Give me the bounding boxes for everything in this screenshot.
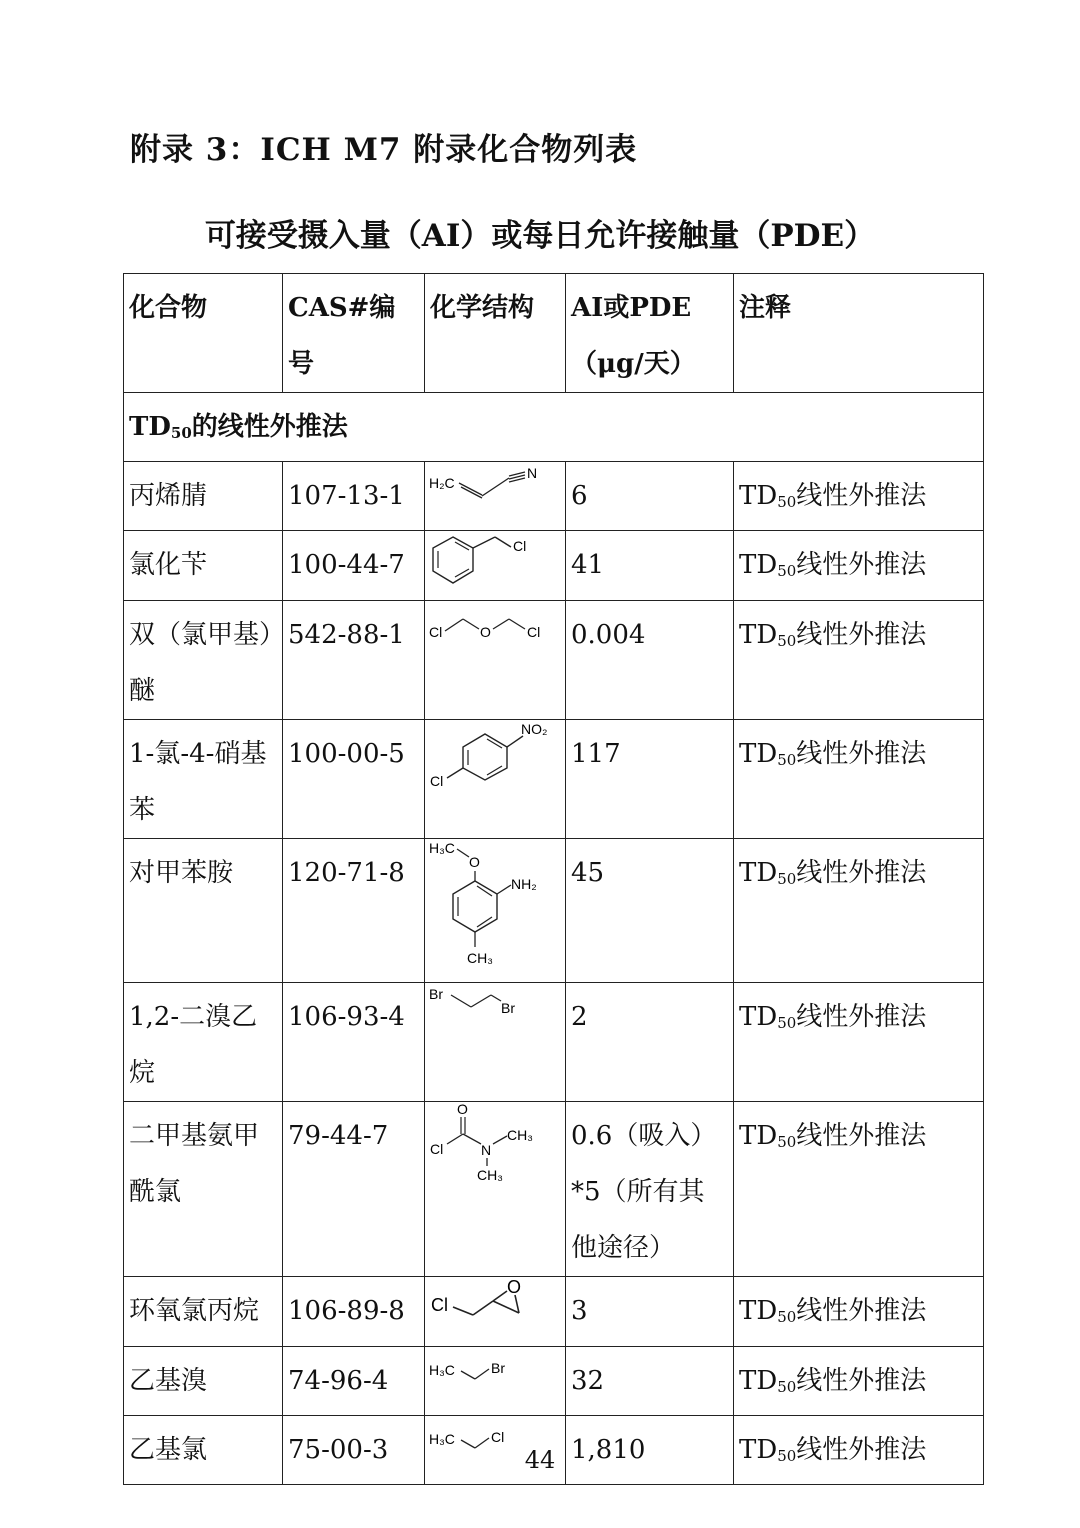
compound-table (123, 273, 984, 1485)
compound-name: 1,2-二溴乙烷 (124, 983, 283, 1102)
svg-text:N: N (481, 1142, 492, 1158)
compound-name: 对甲苯胺 (124, 839, 283, 983)
ai-pde-value: 117 (566, 720, 734, 839)
chloronitrobenzene-structure (425, 720, 566, 839)
header-cas: CAS#编号 (283, 274, 425, 393)
cas-number: 100-44-7 (283, 531, 425, 601)
svg-text:Cl: Cl (429, 624, 443, 640)
svg-text:NH₂: NH₂ (511, 876, 537, 892)
svg-text:H₃C: H₃C (429, 1362, 455, 1378)
table-caption: 可接受摄入量（AI）或每日允许接触量（PDE） (204, 218, 876, 254)
note: $TD_{50}$线性外推法 (734, 462, 984, 531)
benzyl-chloride-structure (425, 531, 566, 601)
svg-text:O: O (457, 1102, 468, 1117)
header-ai-pde (566, 274, 734, 393)
cas-number: 120-71-8 (283, 839, 425, 983)
ai-pde-value: 2 (566, 983, 734, 1102)
compound-name: 二甲基氨甲酰氯 (124, 1102, 283, 1277)
compound-name: 丙烯腈 (124, 462, 283, 531)
table-row (124, 462, 984, 531)
section-row (124, 393, 984, 462)
svg-text:Cl: Cl (527, 624, 541, 640)
svg-text:O: O (480, 624, 491, 640)
cas-number: 107-13-1 (283, 462, 425, 531)
dibromoethane-structure-icon (427, 983, 557, 1023)
svg-text:Cl: Cl (431, 1295, 448, 1315)
bis-chloromethyl-ether-structure (425, 601, 566, 720)
note: $TD_{50}$线性外推法 (734, 720, 984, 839)
svg-text:Cl: Cl (513, 538, 527, 554)
ai-pde-value: 0.004 (566, 601, 734, 720)
svg-text:CH₃: CH₃ (507, 1127, 533, 1143)
cas-number: 106-89-8 (283, 1277, 425, 1347)
dimethylcarbamoyl-chloride-structure-icon (427, 1102, 557, 1182)
dimethylcarbamoyl-chloride-structure (425, 1102, 566, 1277)
svg-text:CH₃: CH₃ (477, 1167, 503, 1182)
ai-pde-value: 6 (566, 462, 734, 531)
table-row (124, 601, 984, 720)
note: $TD_{50}$线性外推法 (734, 1416, 984, 1485)
compound-name: 环氧氯丙烷 (124, 1277, 283, 1347)
header-ai-pde-unit: （μg/天） (571, 349, 696, 379)
ai-pde-value: 41 (566, 531, 734, 601)
note: $TD_{50}$线性外推法 (734, 1347, 984, 1416)
compound-name: 乙基氯 (124, 1416, 283, 1485)
note: $TD_{50}$线性外推法 (734, 1102, 984, 1277)
svg-text:CH₃: CH₃ (467, 950, 493, 966)
svg-text:O: O (469, 854, 480, 870)
p-cresidine-structure-icon (427, 839, 561, 969)
ai-pde-value: 1,810 (566, 1416, 734, 1485)
acrylonitrile-structure (425, 462, 566, 531)
table-row (124, 720, 984, 839)
note: $TD_{50}$线性外推法 (734, 839, 984, 983)
chloronitrobenzene-structure-icon (427, 720, 561, 790)
cas-number: 542-88-1 (283, 601, 425, 720)
benzyl-chloride-structure-icon (427, 531, 557, 591)
table-row (124, 839, 984, 983)
svg-text:Br: Br (491, 1360, 505, 1376)
table-row (124, 983, 984, 1102)
svg-text:H₃C: H₃C (429, 840, 455, 856)
compound-name: 双（氯甲基）醚 (124, 601, 283, 720)
cas-number: 106-93-4 (283, 983, 425, 1102)
cas-number: 79-44-7 (283, 1102, 425, 1277)
svg-text:Br: Br (501, 1000, 515, 1016)
svg-text:N: N (527, 465, 538, 481)
ai-pde-value: 32 (566, 1347, 734, 1416)
cas-number: 75-00-3 (283, 1416, 425, 1485)
note: $TD_{50}$线性外推法 (734, 1277, 984, 1347)
note: $TD_{50}$线性外推法 (734, 601, 984, 720)
svg-text:Cl: Cl (430, 1141, 444, 1157)
svg-text:H₃C: H₃C (429, 1431, 455, 1447)
ai-pde-value: 45 (566, 839, 734, 983)
svg-text:Br: Br (429, 986, 443, 1002)
svg-text:NO₂: NO₂ (521, 721, 548, 737)
table-header-row (124, 274, 984, 393)
svg-text:Cl: Cl (430, 773, 444, 789)
compound-name: 乙基溴 (124, 1347, 283, 1416)
compound-name: 氯化苄 (124, 531, 283, 601)
section-label: $TD_{50}$的线性外推法 (124, 393, 984, 462)
svg-text:H₂C: H₂C (429, 475, 455, 491)
svg-text:O: O (507, 1277, 522, 1297)
table-row (124, 1277, 984, 1347)
note: $TD_{50}$线性外推法 (734, 531, 984, 601)
header-compound: 化合物 (124, 274, 283, 393)
ai-pde-value: 3 (566, 1277, 734, 1347)
table-row (124, 531, 984, 601)
svg-text:Cl: Cl (491, 1429, 505, 1445)
dibromoethane-structure (425, 983, 566, 1102)
table-row (124, 1102, 984, 1277)
epichlorohydrin-structure (425, 1277, 566, 1347)
table-row (124, 1347, 984, 1416)
acrylonitrile-structure-icon (427, 462, 557, 508)
cas-number: 100-00-5 (283, 720, 425, 839)
note: $TD_{50}$线性外推法 (734, 983, 984, 1102)
p-cresidine-structure (425, 839, 566, 983)
header-note: 注释 (734, 274, 984, 393)
epichlorohydrin-structure-icon (427, 1277, 557, 1325)
ethyl-bromide-structure (425, 1347, 566, 1416)
header-ai-pde-label: AI或PDE (571, 293, 692, 323)
cas-number: 74-96-4 (283, 1347, 425, 1416)
bis-chloromethyl-ether-structure-icon (427, 601, 557, 647)
compound-name: 1-氯-4-硝基苯 (124, 720, 283, 839)
ethyl-bromide-structure-icon (427, 1347, 557, 1387)
document-title: 附录 3：ICH M7 附录化合物列表 (130, 132, 638, 168)
page-number: 44 (524, 1446, 556, 1474)
ai-pde-value: 0.6（吸入）*5（所有其他途径） (566, 1102, 734, 1277)
header-structure: 化学结构 (425, 274, 566, 393)
